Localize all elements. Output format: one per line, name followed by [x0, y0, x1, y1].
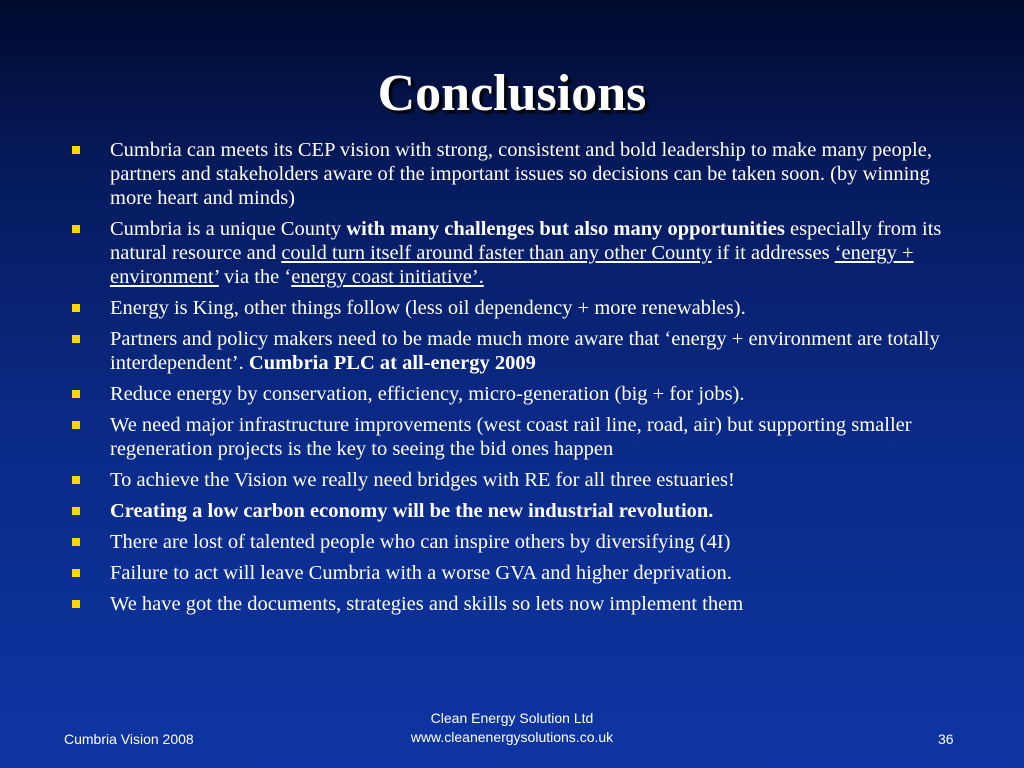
footer-website: www.cleanenergysolutions.co.uk — [410, 729, 614, 745]
square-bullet-icon — [72, 476, 80, 484]
bullet-text-segment: Failure to act will leave Cumbria with a worse GVA and higher deprivation. — [110, 562, 732, 584]
bullet-text-segment: We have got the documents, strategies and skills so lets now implement them — [110, 593, 744, 615]
bullet-text-segment: Energy is King, other things follow (less oil dependency + more renewables). — [110, 297, 746, 319]
bullet-text-segment: energy coast initiative’. — [291, 266, 484, 288]
bullet-text-segment: Cumbria is a unique County — [110, 218, 347, 240]
bullet-item — [70, 468, 970, 492]
bullet-text-segment: if it addresses — [711, 242, 835, 264]
bullet-item — [70, 499, 970, 523]
square-bullet-icon — [72, 335, 80, 343]
square-bullet-icon — [72, 146, 80, 154]
bullet-text-segment: We need major infrastructure improvements (west coast rail line, road, air) but supporting smaller regeneration projects is the key to seeing the bid ones happen — [110, 414, 912, 460]
footer-center — [312, 709, 712, 747]
bullet-item — [70, 530, 970, 554]
square-bullet-icon — [72, 304, 80, 312]
bullet-text-segment: To achieve the Vision we really need bridges with RE for all three estuaries! — [110, 469, 735, 491]
square-bullet-icon — [72, 600, 80, 608]
bullet-item — [70, 561, 970, 585]
bullet-item — [70, 413, 970, 461]
bullet-text-segment: There are lost of talented people who can inspire others by diversifying (4I) — [110, 531, 731, 553]
slide-title: Conclusions — [377, 65, 647, 122]
bullet-text-segment: especially from its natural resource and — [110, 218, 942, 264]
bullet-item — [70, 296, 970, 320]
bullet-text-segment: Reduce energy by conservation, efficiency, micro-generation (big + for jobs). — [110, 383, 745, 405]
bullet-text-segment: with many challenges but also many opportunities — [346, 218, 785, 240]
bullet-text-segment: Partners and policy makers need to be made much more aware that ‘energy + environment are totally interdependent’. — [110, 328, 940, 374]
footer-company: Clean Energy Solution Ltd — [430, 710, 594, 726]
square-bullet-icon — [72, 421, 80, 429]
square-bullet-icon — [72, 569, 80, 577]
bullet-text-segment: via the ‘ — [218, 266, 292, 288]
footer-left-text: Cumbria Vision 2008 — [64, 731, 194, 747]
bullet-text-segment: Creating a low carbon economy will be the new industrial revolution. — [110, 500, 714, 522]
square-bullet-icon — [72, 225, 80, 233]
bullet-text-segment: Cumbria PLC at all-energy 2009 — [248, 352, 536, 374]
square-bullet-icon — [72, 538, 80, 546]
page-number: 36 — [938, 731, 954, 747]
bullet-list — [70, 138, 970, 623]
square-bullet-icon — [72, 390, 80, 398]
bullet-item — [70, 138, 970, 210]
bullet-text-segment: could turn itself around faster than any other County — [281, 242, 712, 264]
bullet-text-segment: ‘energy + environment’ — [110, 242, 914, 288]
bullet-text-segment: Cumbria can meets its CEP vision with strong, consistent and bold leadership to make many people, partners and stakeholders aware of the important issues so decisions can be taken soon. (by winning more heart and minds) — [110, 139, 932, 209]
bullet-item — [70, 327, 970, 375]
square-bullet-icon — [72, 507, 80, 515]
bullet-item — [70, 382, 970, 406]
bullet-item — [70, 592, 970, 616]
bullet-item — [70, 217, 970, 289]
